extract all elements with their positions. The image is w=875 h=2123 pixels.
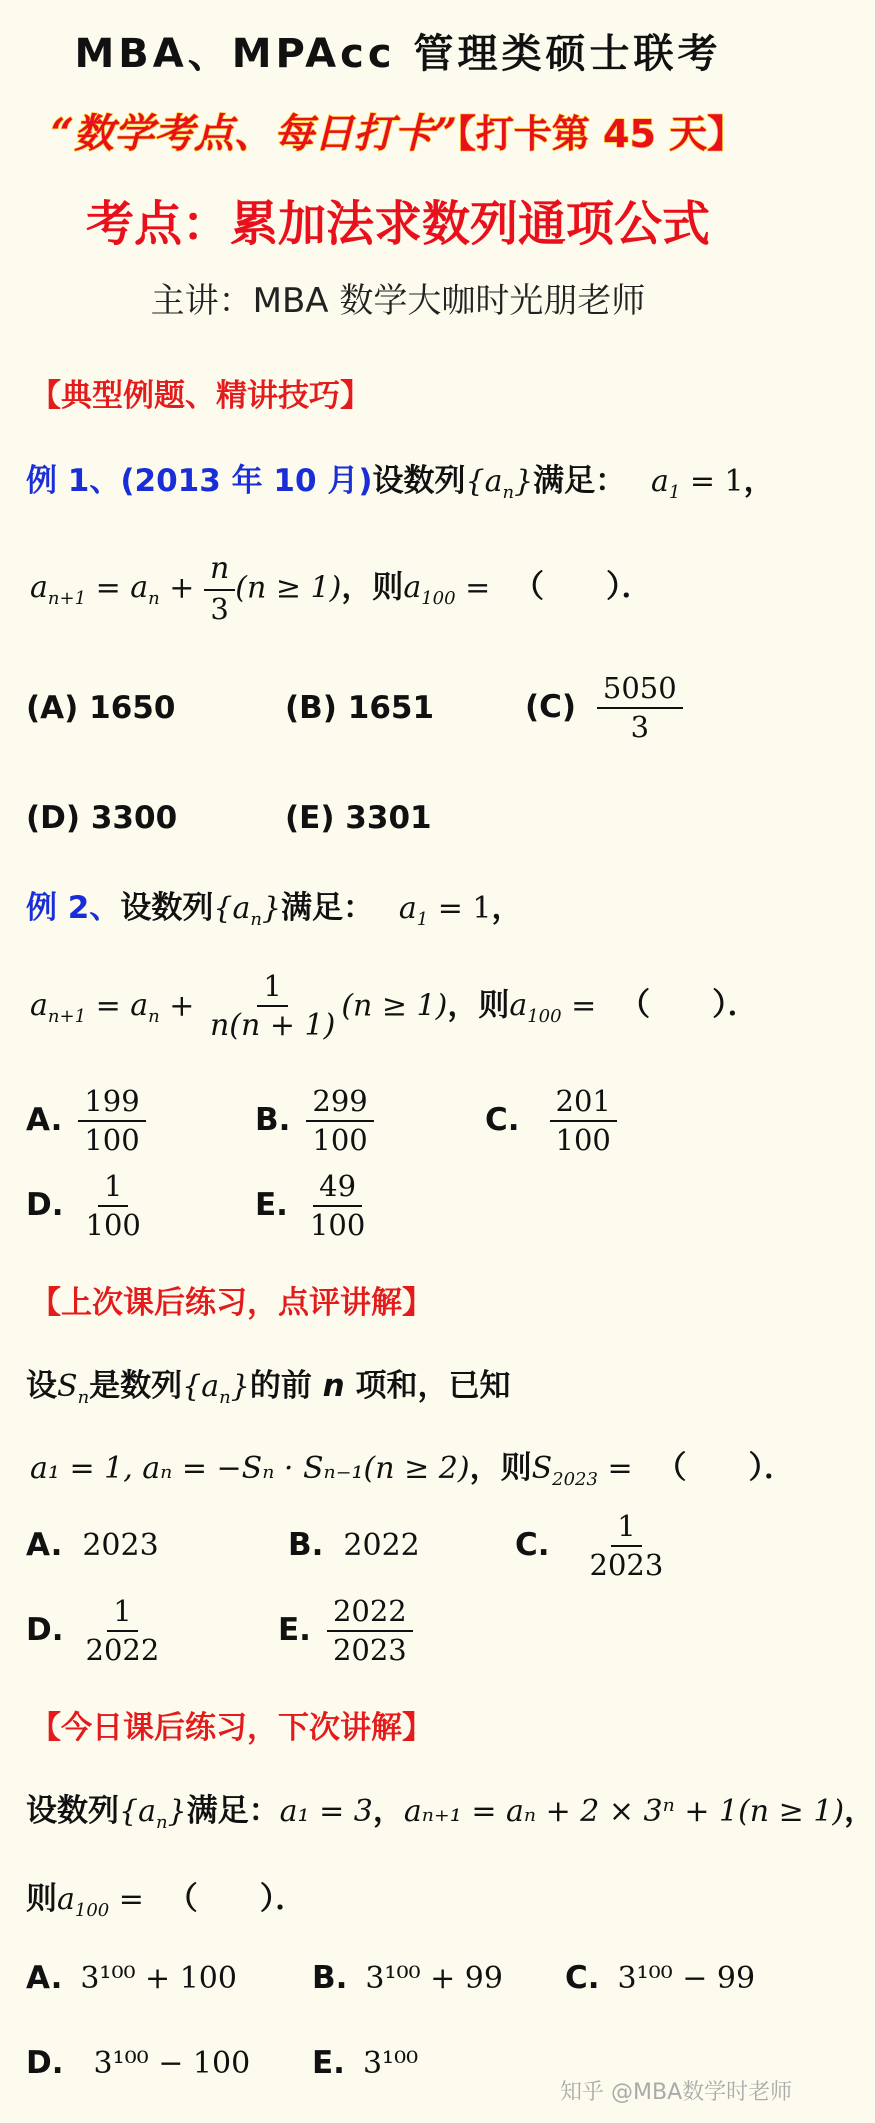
review-option-a: A. 2023 (26, 1527, 159, 1563)
today-option-b: B. 3¹⁰⁰ + 99 (312, 1960, 503, 1996)
review-option-e: E. $\frac{2022}{2023}$ (278, 1595, 413, 1668)
today-condition: a₁ = 3 (279, 1794, 373, 1829)
watermark: 知乎 @MBA数学时老师 (560, 2080, 793, 2105)
ex1-text: 设数列 (372, 463, 466, 499)
ex1-option-d: (D) 3300 (26, 800, 178, 836)
ex1-cond2: (n ≥ 1) (235, 570, 342, 606)
ex2-option-d: D. $\frac{1}{100}$ (26, 1169, 141, 1243)
exam-title: MBA、MPAcc 管理类硕士联考 (74, 31, 722, 77)
ex1-option-c: (C) $\frac{5050}{3}$ (525, 672, 683, 745)
today-recurrence: aₙ₊₁ = aₙ + 2 × 3ⁿ + 1(n ≥ 1) (403, 1794, 845, 1829)
today-option-c: C. 3¹⁰⁰ − 99 (565, 1960, 756, 1996)
ex1-comma: ， (743, 463, 775, 499)
today-line1: 设数列$\{a_n\}$满足：a₁ = 3，aₙ₊₁ = aₙ + 2 × 3ⁿ + 1(n ≥ 1)， (26, 1793, 875, 1833)
ex1-text2: 满足： (533, 463, 627, 499)
slogan: “数学考点、每日打卡” (50, 110, 457, 157)
review-option-b: B. 2022 (288, 1527, 420, 1563)
ex1-option-e: (E) 3301 (285, 800, 432, 836)
ex2-line1: 例 2、设数列$\{a_n\}$满足： $a_1 = 1$， (26, 890, 523, 930)
ex2-text: 设数列 (120, 890, 214, 926)
ex1-rec-fraction: $\frac{n}{3}$ (204, 552, 235, 626)
section-example-heading: 【典型例题、精讲技巧】 (30, 378, 371, 414)
review-line1: 设$S_n$是数列$\{a_n\}$的前 n 项和，已知 (26, 1368, 511, 1408)
ex1-option-a: (A) 1650 (26, 690, 176, 726)
ex2-label: 例 2、 (26, 890, 121, 926)
ex1-line1 (26, 455, 775, 503)
section-review-heading: 【上次课后练习，点评讲解】 (30, 1285, 433, 1321)
ex2-option-c: C. $\frac{201}{100}$ (485, 1085, 617, 1158)
checkin-banner (30, 102, 766, 159)
today-option-a: A. 3¹⁰⁰ + 100 (26, 1960, 237, 1996)
ex2-option-e: E. $\frac{49}{100}$ (255, 1169, 366, 1243)
ex1-cond-rest: = 1 (680, 464, 744, 499)
review-option-d: D. $\frac{1}{2022}$ (26, 1594, 160, 1668)
ex1-target: $a_{100}$ (403, 570, 456, 610)
review-option-c: C. $\frac{1}{2023}$ (515, 1509, 664, 1583)
review-line2: a₁ = 1, aₙ = −Sₙ · Sₙ₋₁(n ≥ 2)，则$S_{2023}$ = （ ）． (30, 1450, 795, 1490)
today-option-e: E. 3¹⁰⁰ (312, 2045, 419, 2081)
day-counter: 【打卡第 45 天】 (456, 112, 746, 156)
ex2-text2: 满足： (281, 890, 375, 926)
topic-title: 考点：累加法求数列通项公式 (85, 196, 710, 252)
ex1-label: 例 1、(2013 年 10 月) (26, 463, 373, 499)
ex1-then: ，则 (341, 569, 404, 606)
ex1-cond: $a_1$ (650, 464, 681, 503)
ex1-rec-lhs: $a_{n+1}$ (30, 570, 87, 610)
today-option-d: D. 3¹⁰⁰ − 100 (26, 2045, 251, 2081)
ex2-option-b: B. $\frac{299}{100}$ (255, 1085, 374, 1158)
ex1-option-b: (B) 1651 (285, 690, 435, 726)
ex1-line2: $a_{n+1} = a_n$ + $\frac{n}{3}$ (n ≥ 1)，则$a_{100}$ = （ ）． (30, 551, 653, 626)
section-today-heading: 【今日课后练习，下次讲解】 (30, 1710, 433, 1746)
lecturer: 主讲：MBA 数学大咖时光朋老师 (150, 281, 646, 321)
ex2-option-a: A. $\frac{199}{100}$ (26, 1085, 146, 1158)
ex2-rec-fraction: $\frac{1}{n(n + 1)}$ (209, 969, 336, 1044)
ex2-line2: $a_{n+1} = a_n$ + $\frac{1}{n(n + 1)}$ (n ≥ 1)，则$a_{100}$ = （ ）． (30, 969, 759, 1044)
ex1-answer-blank: （ ）． (513, 569, 653, 606)
review-condition: a₁ = 1, aₙ = −Sₙ · Sₙ₋₁(n ≥ 2) (30, 1451, 470, 1486)
today-line2: 则$a_{100}$ = （ ）． (26, 1881, 307, 1921)
ex1-seq: $\{a_n\}$ (465, 464, 534, 503)
